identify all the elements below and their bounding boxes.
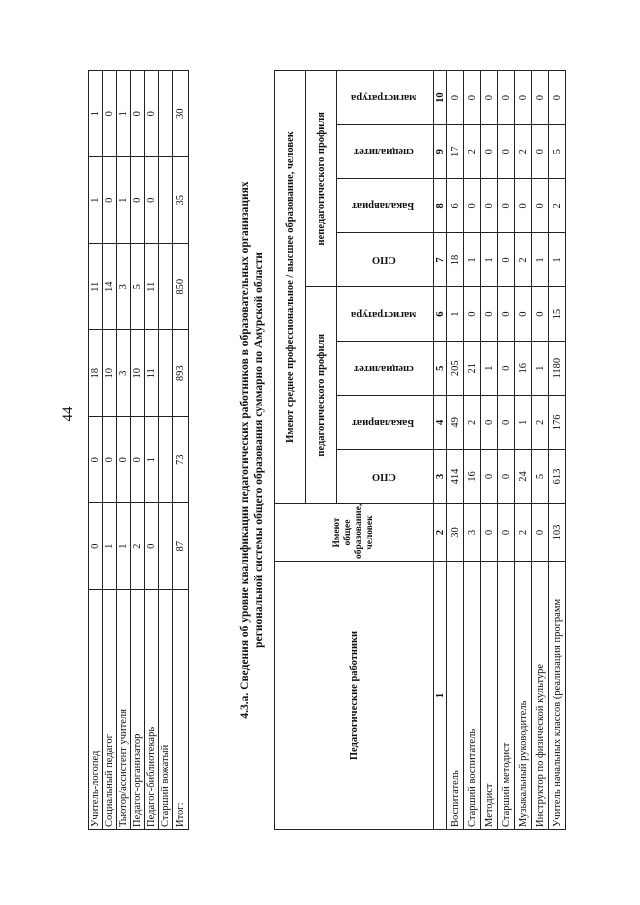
table-cell: 0 xyxy=(145,503,159,590)
table-cell: 1 xyxy=(117,157,131,244)
table-row xyxy=(89,71,103,830)
table-cell: 11 xyxy=(145,330,159,417)
column-number: 8 xyxy=(434,179,447,233)
header-general-education: Имеют общее образование, человек xyxy=(275,504,434,562)
table-cell: 0 xyxy=(131,157,145,244)
table-cell: 103 xyxy=(549,504,566,562)
table-row xyxy=(515,71,532,830)
table-cell: 0 xyxy=(498,449,515,503)
row-label: Инструктор по физической культуре xyxy=(532,562,549,830)
column-number: 5 xyxy=(434,341,447,395)
header-spo-nonped: СПО xyxy=(337,233,434,287)
table-cell: 1 xyxy=(145,417,159,504)
table-cell: 0 xyxy=(515,71,532,125)
header-bachelor: Бакалавриат xyxy=(337,395,434,449)
table-cell: 0 xyxy=(498,125,515,179)
table-row xyxy=(117,71,131,830)
table-cell: 0 xyxy=(481,395,498,449)
table-cell: 0 xyxy=(89,417,103,504)
table-cell: 0 xyxy=(117,417,131,504)
table-cell: 1 xyxy=(117,503,131,590)
table-cell xyxy=(159,417,173,504)
column-numbers-row xyxy=(434,71,447,830)
header-master-nonped: магистратура xyxy=(337,71,434,125)
row-label: Социальный педагог xyxy=(103,590,117,830)
table-cell: 0 xyxy=(481,71,498,125)
table-cell: 2 xyxy=(131,503,145,590)
table-cell xyxy=(159,157,173,244)
row-label: Итог: xyxy=(173,590,189,830)
table-cell: 0 xyxy=(498,504,515,562)
table-cell xyxy=(159,330,173,417)
table-cell xyxy=(159,71,173,158)
page-number: 44 xyxy=(60,406,76,422)
table-cell: 613 xyxy=(549,449,566,503)
table-cell: 1180 xyxy=(549,341,566,395)
table-cell: 0 xyxy=(131,71,145,158)
table-cell: 3 xyxy=(117,330,131,417)
row-label: Тьютор/ассистент учителя xyxy=(117,590,131,830)
table-cell: 73 xyxy=(173,417,189,504)
table-cell: 1 xyxy=(532,233,549,287)
table-cell: 0 xyxy=(89,503,103,590)
table-cell: 205 xyxy=(447,341,464,395)
table-cell: 30 xyxy=(173,71,189,158)
table-cell: 0 xyxy=(532,504,549,562)
column-number: 1 xyxy=(434,562,447,830)
table-cell: 0 xyxy=(549,71,566,125)
row-label: Воспитатель xyxy=(447,562,464,830)
staff-summary-table xyxy=(88,70,189,830)
table-cell: 15 xyxy=(549,287,566,341)
table-cell: 0 xyxy=(447,71,464,125)
header-ped-profile: педагогического профиля xyxy=(306,287,337,504)
table-row xyxy=(159,71,173,830)
table-cell: 0 xyxy=(145,157,159,244)
table-cell: 0 xyxy=(532,71,549,125)
table-cell: 0 xyxy=(498,233,515,287)
table-cell: 0 xyxy=(145,71,159,158)
table-cell: 850 xyxy=(173,244,189,331)
table-cell: 1 xyxy=(532,341,549,395)
table-cell: 1 xyxy=(89,157,103,244)
caption-line-1: 4.3.а. Сведения об уровне квалификации педагогических работников в образовательных организациях xyxy=(239,181,251,719)
table-cell: 0 xyxy=(131,417,145,504)
table-cell: 3 xyxy=(464,504,481,562)
table-cell: 0 xyxy=(481,125,498,179)
table-cell: 2 xyxy=(515,233,532,287)
table-row xyxy=(103,71,117,830)
table-row xyxy=(447,71,464,830)
header-bachelor-nonped: Бакалавриат xyxy=(337,179,434,233)
table-cell: 0 xyxy=(532,179,549,233)
rotated-page-content xyxy=(88,70,638,830)
column-number: 4 xyxy=(434,395,447,449)
table-cell: 0 xyxy=(103,157,117,244)
table-cell: 2 xyxy=(464,125,481,179)
table-cell: 414 xyxy=(447,449,464,503)
table-cell: 2 xyxy=(515,504,532,562)
row-label: Методист xyxy=(481,562,498,830)
header-master: магистратура xyxy=(337,287,434,341)
table-cell: 5 xyxy=(532,449,549,503)
table-cell: 0 xyxy=(481,179,498,233)
table-cell: 0 xyxy=(498,395,515,449)
row-label: Старший воспитатель xyxy=(464,562,481,830)
column-number: 6 xyxy=(434,287,447,341)
table-cell: 1 xyxy=(515,395,532,449)
column-number: 2 xyxy=(434,504,447,562)
table-cell: 5 xyxy=(549,125,566,179)
table-cell: 0 xyxy=(481,449,498,503)
table-cell: 0 xyxy=(532,287,549,341)
table-cell: 0 xyxy=(498,71,515,125)
column-number: 10 xyxy=(434,71,447,125)
table-cell: 0 xyxy=(481,287,498,341)
table-cell: 0 xyxy=(498,287,515,341)
table-cell: 0 xyxy=(498,341,515,395)
table-cell: 16 xyxy=(515,341,532,395)
table-cell: 30 xyxy=(447,504,464,562)
row-label: Педагог-организатор xyxy=(131,590,145,830)
row-label: Учитель начальных классов (реализация программ xyxy=(549,562,566,830)
table-cell xyxy=(159,503,173,590)
table-cell: 0 xyxy=(532,125,549,179)
table-row xyxy=(131,71,145,830)
header-specialist-nonped: специалитет xyxy=(337,125,434,179)
column-number: 9 xyxy=(434,125,447,179)
table-row xyxy=(481,71,498,830)
table-cell: 2 xyxy=(532,395,549,449)
table-cell: 0 xyxy=(498,179,515,233)
table-cell: 893 xyxy=(173,330,189,417)
column-number: 7 xyxy=(434,233,447,287)
table-cell: 11 xyxy=(145,244,159,331)
table-cell: 17 xyxy=(447,125,464,179)
table-cell: 87 xyxy=(173,503,189,590)
row-label: Музыкальный руководитель xyxy=(515,562,532,830)
table-cell: 1 xyxy=(464,233,481,287)
row-label: Старший вожатый xyxy=(159,590,173,830)
table-cell: 21 xyxy=(464,341,481,395)
table-cell: 24 xyxy=(515,449,532,503)
qualification-table xyxy=(274,70,566,830)
table-cell: 18 xyxy=(89,330,103,417)
table-cell: 1 xyxy=(89,71,103,158)
table-row xyxy=(498,71,515,830)
row-label: Учитель-логопед xyxy=(89,590,103,830)
table-row xyxy=(549,71,566,830)
table-cell: 0 xyxy=(515,287,532,341)
table-cell: 1 xyxy=(117,71,131,158)
table-cell: 2 xyxy=(515,125,532,179)
table-cell: 35 xyxy=(173,157,189,244)
table-cell: 10 xyxy=(103,330,117,417)
table-cell: 6 xyxy=(447,179,464,233)
column-number: 3 xyxy=(434,449,447,503)
table-cell: 5 xyxy=(131,244,145,331)
table-cell: 16 xyxy=(464,449,481,503)
table-cell: 2 xyxy=(549,179,566,233)
table-cell: 3 xyxy=(117,244,131,331)
header-specialist: специалитет xyxy=(337,341,434,395)
table-row xyxy=(145,71,159,830)
table-cell: 0 xyxy=(103,71,117,158)
row-label: Педагог-библиотекарь xyxy=(145,590,159,830)
table-row xyxy=(464,71,481,830)
table-cell: 49 xyxy=(447,395,464,449)
table-cell xyxy=(159,244,173,331)
table-cell: 0 xyxy=(515,179,532,233)
table-cell: 14 xyxy=(103,244,117,331)
table-cell: 0 xyxy=(464,179,481,233)
header-workers: Педагогические работники xyxy=(275,562,434,830)
header-spo: СПО xyxy=(337,449,434,503)
table-cell: 2 xyxy=(464,395,481,449)
table-cell: 1 xyxy=(549,233,566,287)
table-cell: 0 xyxy=(464,71,481,125)
table-cell: 1 xyxy=(481,233,498,287)
table-cell: 0 xyxy=(103,417,117,504)
header-vocational-education: Имеют среднее профессиональное / высшее образование, человек xyxy=(275,71,306,504)
table-cell: 1 xyxy=(481,341,498,395)
table-cell: 18 xyxy=(447,233,464,287)
table-cell: 11 xyxy=(89,244,103,331)
caption-line-2: региональной системы общего образования суммарно по Амурской области xyxy=(253,252,265,648)
table-cell: 176 xyxy=(549,395,566,449)
table-cell: 1 xyxy=(103,503,117,590)
table-cell: 0 xyxy=(464,287,481,341)
table-row xyxy=(532,71,549,830)
table-row xyxy=(173,71,189,830)
table-cell: 10 xyxy=(131,330,145,417)
table-caption xyxy=(238,70,266,830)
table-cell: 0 xyxy=(481,504,498,562)
table-cell: 1 xyxy=(447,287,464,341)
row-label: Старший методист xyxy=(498,562,515,830)
header-nonped-profile: непедагогического профиля xyxy=(306,71,337,288)
